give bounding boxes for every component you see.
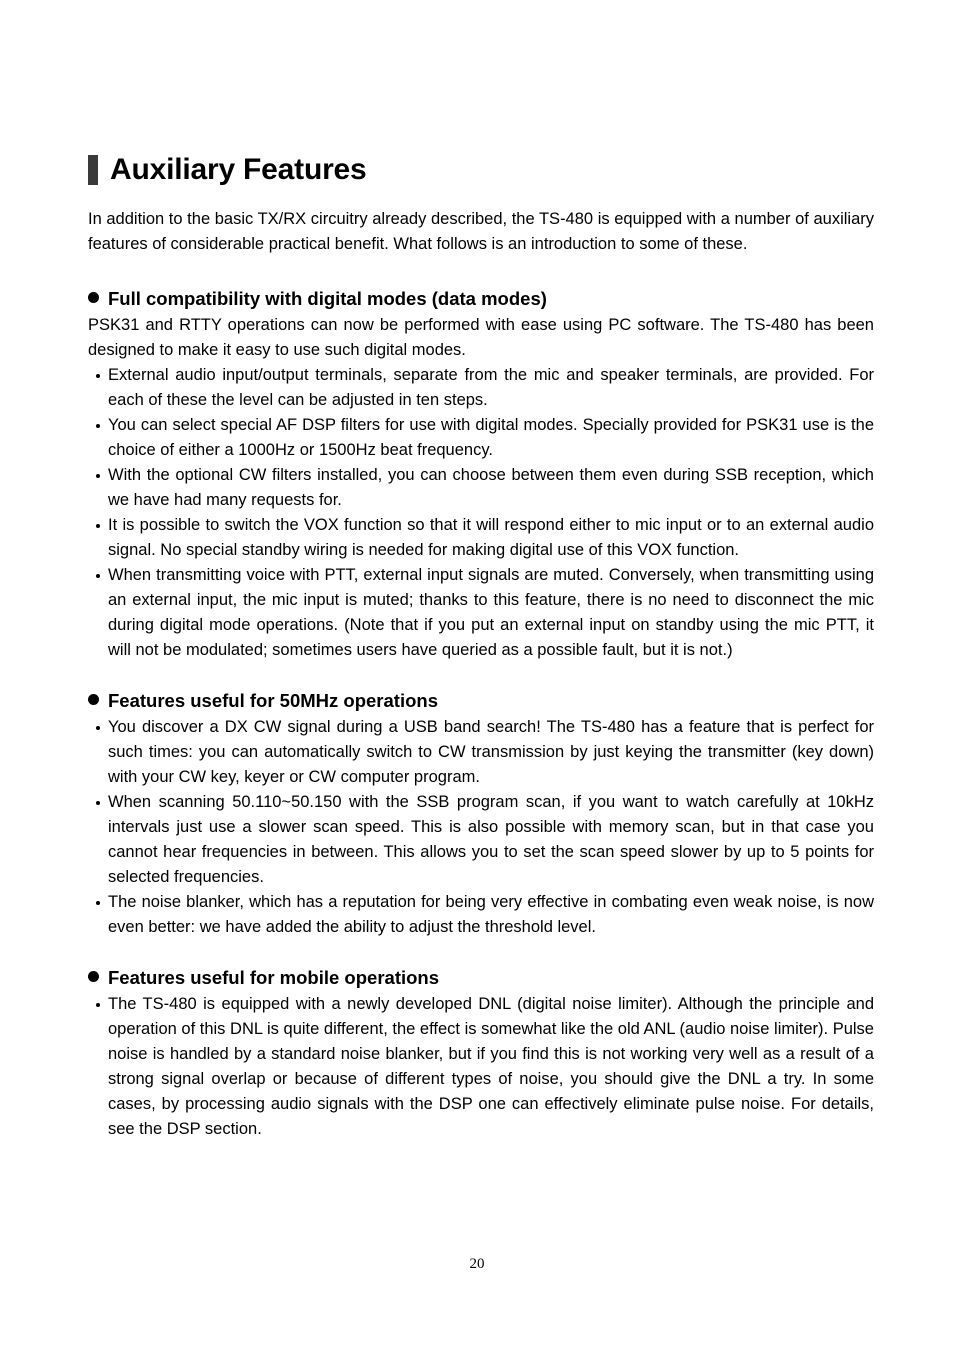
page-number: 20 — [469, 1256, 485, 1272]
list-item: External audio input/output terminals, separate from the mic and speaker terminals, are provided. For each of these the level can be adjusted in ten steps. — [88, 363, 874, 413]
section-bullet-icon — [88, 971, 99, 982]
list-item: With the optional CW filters installed, you can choose between them even during SSB reception, which we have had many requests for. — [88, 463, 874, 513]
section-heading — [88, 689, 874, 713]
page-title-text: Auxiliary Features — [110, 153, 367, 186]
section-heading — [88, 966, 874, 990]
section-bullet-icon — [88, 292, 99, 303]
section-heading-text: Features useful for 50MHz operations — [108, 690, 438, 711]
section-50mhz-operations — [88, 689, 874, 940]
section-bullet-icon — [88, 694, 99, 705]
list-item: You discover a DX CW signal during a USB band search! The TS-480 has a feature that is perfect for such times: you can automatically switch to CW transmission by just keying the transmitter (key down) with your CW key, keyer or CW computer program. — [88, 715, 874, 790]
section-mobile-operations — [88, 966, 874, 1142]
title-marker-icon — [88, 155, 98, 185]
section-digital-modes — [88, 287, 874, 663]
list-item: The noise blanker, which has a reputation for being very effective in combating even weak noise, is now even better: we have added the ability to adjust the threshold level. — [88, 890, 874, 940]
list-item: The TS-480 is equipped with a newly developed DNL (digital noise limiter). Although the principle and operation of this DNL is quite different, the effect is somewhat like the old ANL (audio noise limiter). Pulse noise is handled by a standard noise blanker, but if you find this is not working very well as a result of a strong signal overlap or because of different types of noise, you should give the DNL a try. In some cases, by processing audio signals with the DSP one can effectively eliminate pulse noise. For details, see the DSP section. — [88, 992, 874, 1142]
list-item: When scanning 50.110~50.150 with the SSB program scan, if you want to watch carefully at 10kHz intervals just use a slower scan speed. This is also possible with memory scan, but in that case you cannot hear frequencies in between. This allows you to set the scan speed slower by up to 5 points for selected frequencies. — [88, 790, 874, 890]
list-item: You can select special AF DSP filters for use with digital modes. Specially provided for PSK31 use is the choice of either a 1000Hz or 1500Hz beat frequency. — [88, 413, 874, 463]
section-bullet-list — [88, 715, 874, 940]
page-content — [88, 155, 874, 1142]
list-item: It is possible to switch the VOX function so that it will respond either to mic input or to an external audio signal. No special standby wiring is needed for making digital use of this VOX function. — [88, 513, 874, 563]
section-lead-paragraph: PSK31 and RTTY operations can now be performed with ease using PC software. The TS-480 has been designed to make it easy to use such digital modes. — [88, 316, 874, 359]
list-item: When transmitting voice with PTT, external input signals are muted. Conversely, when transmitting using an external input, the mic input is muted; thanks to this feature, there is no need to disconnect the mic during digital mode operations. (Note that if you put an external input on standby using the mic PTT, it will not be modulated; sometimes users have queried as a possible fault, but it is not.) — [88, 563, 874, 663]
intro-paragraph: In addition to the basic TX/RX circuitry already described, the TS-480 is equipped with a number of auxiliary features of considerable practical benefit. What follows is an introduction to some of these. — [88, 210, 874, 253]
page-title — [88, 155, 874, 185]
section-bullet-list — [88, 363, 874, 663]
section-heading — [88, 287, 874, 311]
section-bullet-list — [88, 992, 874, 1142]
section-heading-text: Full compatibility with digital modes (data modes) — [108, 288, 547, 309]
section-heading-text: Features useful for mobile operations — [108, 967, 440, 988]
